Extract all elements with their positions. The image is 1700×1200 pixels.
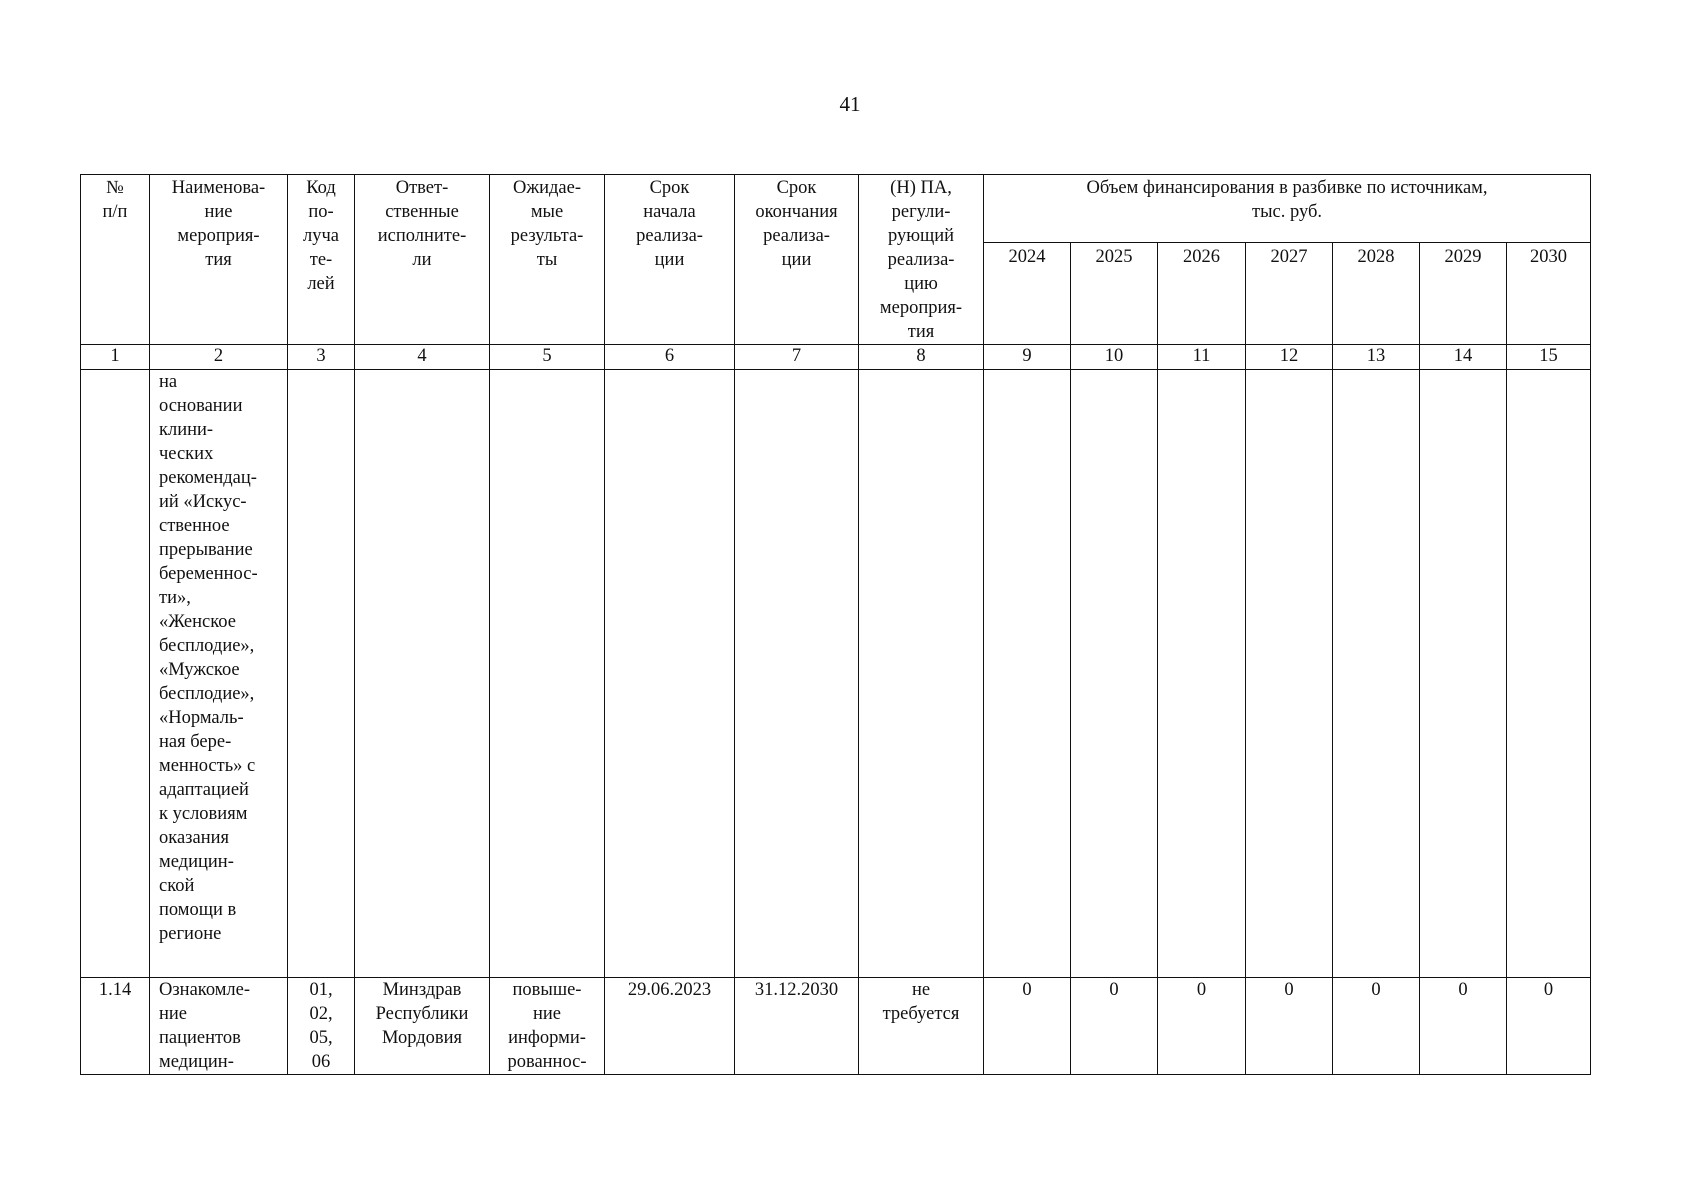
text-line: 06	[311, 1052, 331, 1072]
text-line: тия	[205, 250, 232, 270]
text-line: «Мужское	[159, 660, 240, 680]
text-line: по-	[308, 202, 334, 222]
text-line: Ознакомле-	[159, 980, 251, 1000]
year-2025: 2025	[1071, 243, 1158, 345]
text-line: ческих	[159, 444, 214, 464]
text-line: Срок	[776, 178, 817, 198]
text-line: те-	[309, 250, 333, 270]
text-line: медицин-	[159, 852, 234, 872]
text-line: «Нормаль-	[159, 708, 244, 728]
text-line: повыше-	[512, 980, 582, 1000]
year-2027: 2027	[1246, 243, 1333, 345]
text-line: оказания	[159, 828, 229, 848]
text-line: регионе	[159, 924, 222, 944]
cell-empty	[288, 370, 355, 978]
header-num	[81, 175, 150, 345]
text-line: ственные	[385, 202, 459, 222]
text-line: рекомендац-	[159, 468, 257, 488]
text-line: (Н) ПА,	[890, 178, 952, 198]
col-number: 2	[150, 345, 288, 370]
text-line: клини-	[159, 420, 214, 440]
text-line: Код	[306, 178, 336, 198]
year-2030: 2030	[1507, 243, 1591, 345]
text-line: ние	[204, 202, 233, 222]
text-line: рованнос-	[507, 1052, 587, 1072]
header-results	[490, 175, 605, 345]
header-start	[605, 175, 735, 345]
text-line: мероприя-	[879, 298, 963, 318]
row-start-date: 29.06.2023	[605, 978, 735, 1075]
text-line: «Женское	[159, 612, 236, 632]
text-line: мые	[530, 202, 564, 222]
text-line: ственное	[159, 516, 230, 536]
text-line: мероприя-	[177, 226, 260, 246]
text-line: Объем финансирования в разбивке по источникам,	[1086, 178, 1488, 198]
cell-empty	[1420, 370, 1507, 978]
col-number: 8	[859, 345, 984, 370]
text-line: ние	[532, 1004, 561, 1024]
text-line: прерывание	[159, 540, 253, 560]
row-value-2024: 0	[984, 978, 1071, 1075]
text-line: рующий	[887, 226, 955, 246]
text-line: ты	[536, 250, 558, 270]
header-funding	[984, 175, 1591, 243]
page-number: 41	[839, 92, 861, 116]
text-line: ние	[159, 1004, 188, 1024]
row-result	[490, 978, 605, 1075]
text-line: исполните-	[377, 226, 467, 246]
text-line: №	[106, 178, 124, 198]
text-line: ской	[159, 876, 195, 896]
text-line: п/п	[102, 202, 128, 222]
cell-empty	[984, 370, 1071, 978]
cell-empty	[735, 370, 859, 978]
text-line: ти»,	[159, 588, 191, 608]
header-npa	[859, 175, 984, 345]
text-line: реализа-	[887, 250, 955, 270]
cell-empty	[859, 370, 984, 978]
text-line: адаптацией	[159, 780, 249, 800]
text-line: ции	[654, 250, 685, 270]
text-line: ли	[412, 250, 432, 270]
continuation-name	[150, 370, 288, 978]
col-number: 7	[735, 345, 859, 370]
continuation-row	[81, 370, 1591, 978]
text-line: Ответ-	[395, 178, 449, 198]
text-line: на	[159, 372, 178, 392]
col-number: 14	[1420, 345, 1507, 370]
col-number: 6	[605, 345, 735, 370]
col-number: 5	[490, 345, 605, 370]
text-line: ий «Искус-	[159, 492, 247, 512]
cell-empty	[605, 370, 735, 978]
row-number: 1.14	[81, 978, 150, 1075]
text-line: результа-	[510, 226, 584, 246]
row-value-2030: 0	[1507, 978, 1591, 1075]
col-number: 3	[288, 345, 355, 370]
row-npa	[859, 978, 984, 1075]
cell-empty	[490, 370, 605, 978]
cell-empty	[81, 370, 150, 978]
text-line: медицин-	[159, 1052, 234, 1072]
year-2026: 2026	[1158, 243, 1246, 345]
text-line: регули-	[891, 202, 951, 222]
text-line: цию	[904, 274, 938, 294]
text-line: требуется	[882, 1004, 960, 1024]
row-value-2025: 0	[1071, 978, 1158, 1075]
col-number: 10	[1071, 345, 1158, 370]
cell-empty	[1246, 370, 1333, 978]
text-line: пациентов	[159, 1028, 241, 1048]
header-end	[735, 175, 859, 345]
text-line: окончания	[755, 202, 838, 222]
year-2028: 2028	[1333, 243, 1420, 345]
table-row	[81, 978, 1591, 1075]
text-line: основании	[159, 396, 243, 416]
text-line: ная бере-	[159, 732, 232, 752]
text-line: бесплодие»,	[159, 684, 255, 704]
cell-empty	[1333, 370, 1420, 978]
text-line: тия	[907, 322, 935, 342]
text-line: начала	[643, 202, 696, 222]
text-line: беременнос-	[159, 564, 258, 584]
header-executors	[355, 175, 490, 345]
year-2024: 2024	[984, 243, 1071, 345]
text-line: к условиям	[159, 804, 248, 824]
text-line: реализа-	[636, 226, 703, 246]
row-end-date: 31.12.2030	[735, 978, 859, 1075]
cell-empty	[1158, 370, 1246, 978]
text-line: Мордовия	[381, 1028, 463, 1048]
cell-empty	[1071, 370, 1158, 978]
cell-empty	[1507, 370, 1591, 978]
text-line: 02,	[309, 1004, 333, 1024]
col-number: 12	[1246, 345, 1333, 370]
row-executor	[355, 978, 490, 1075]
col-number: 15	[1507, 345, 1591, 370]
text-line: Республики	[375, 1004, 469, 1024]
text-line: не	[911, 980, 931, 1000]
text-line: помощи в	[159, 900, 237, 920]
row-value-2029: 0	[1420, 978, 1507, 1075]
text-line: ции	[781, 250, 812, 270]
header-name	[150, 175, 288, 345]
text-line: 05,	[309, 1028, 333, 1048]
row-value-2028: 0	[1333, 978, 1420, 1075]
text-line: Минздрав	[382, 980, 462, 1000]
header-row	[81, 175, 1591, 243]
text-line: 01,	[309, 980, 333, 1000]
text-line: тыс. руб.	[1251, 202, 1323, 222]
row-value-2026: 0	[1158, 978, 1246, 1075]
cell-empty	[355, 370, 490, 978]
row-value-2027: 0	[1246, 978, 1333, 1075]
col-number: 9	[984, 345, 1071, 370]
col-number: 13	[1333, 345, 1420, 370]
text-line: бесплодие»,	[159, 636, 255, 656]
row-name	[150, 978, 288, 1075]
text-line: лей	[307, 274, 335, 294]
header-recipient-code	[288, 175, 355, 345]
year-2029: 2029	[1420, 243, 1507, 345]
col-number: 4	[355, 345, 490, 370]
row-codes	[288, 978, 355, 1075]
text-line: Ожидае-	[512, 178, 582, 198]
text-line: информи-	[508, 1028, 586, 1048]
column-number-row	[81, 345, 1591, 370]
col-number: 1	[81, 345, 150, 370]
text-line: реализа-	[763, 226, 830, 246]
text-line: Срок	[649, 178, 690, 198]
col-number: 11	[1158, 345, 1246, 370]
program-table	[80, 174, 1591, 1075]
text-line: менность» с	[159, 756, 256, 776]
text-line: Наименова-	[171, 178, 266, 198]
text-line: луча	[303, 226, 339, 246]
